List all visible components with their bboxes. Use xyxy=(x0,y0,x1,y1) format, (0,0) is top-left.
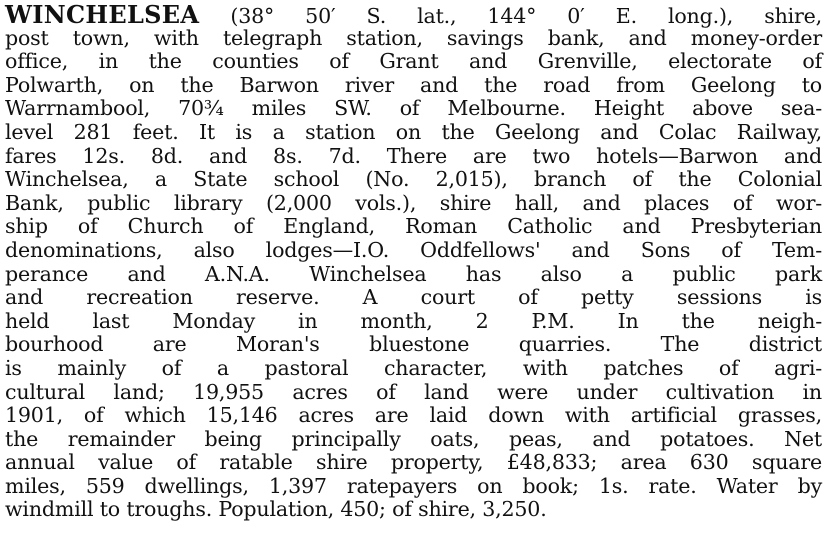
entry-line-14: held last Monday in month, 2 P.M. In the neigh- xyxy=(5,308,822,333)
entry-line-4: Polwarth, on the Barwon river and the road from Geelong to xyxy=(5,72,822,97)
entry-line-1 xyxy=(5,0,822,29)
entry-line-6: level 281 feet. It is a station on the Geelong and Colac Railway, xyxy=(5,119,822,144)
entry-line-7: fares 12s. 8d. and 8s. 7d. There are two hotels—Barwon and xyxy=(5,143,822,168)
entry-line-22: windmill to troughs. Population, 450; of shire, 3,250. xyxy=(5,497,547,522)
entry-line-9: Bank, public library (2,000 vols.), shire hall, and places of wor- xyxy=(5,190,822,215)
entry-line-3: office, in the counties of Grant and Grenville, electorate of xyxy=(5,49,822,74)
entry-line-11: denominations, also lodges—I.O. Oddfellows' and Sons of Tem- xyxy=(5,237,822,262)
entry-line-16: is mainly of a pastoral character, with patches of agri- xyxy=(5,355,822,380)
entry-line-text: (38° 50′ S. lat., 144° 0′ E. long.), shire, xyxy=(199,4,822,28)
entry-line-17: cultural land; 19,955 acres of land were under cultivation in xyxy=(5,379,822,404)
entry-headword: WINCHELSEA xyxy=(5,0,200,29)
entry-line-15: bourhood are Moran's bluestone quarries. The district xyxy=(5,332,822,357)
entry-line-21: miles, 559 dwellings, 1,397 ratepayers on book; 1s. rate. Water by xyxy=(5,473,822,498)
entry-line-2: post town, with telegraph station, savings bank, and money-order xyxy=(5,25,822,50)
entry-line-12: perance and A.N.A. Winchelsea has also a public park xyxy=(5,261,822,286)
entry-line-8: Winchelsea, a State school (No. 2,015), branch of the Colonial xyxy=(5,167,822,192)
entry-line-18: 1901, of which 15,146 acres are laid down with artificial grasses, xyxy=(5,403,822,428)
entry-line-5: Warrnambool, 70¾ miles SW. of Melbourne. Height above sea- xyxy=(5,96,822,121)
entry-line-13: and recreation reserve. A court of petty sessions is xyxy=(5,285,822,310)
entry-line-10: ship of Church of England, Roman Catholic and Presbyterian xyxy=(5,214,822,239)
entry-line-20: annual value of ratable shire property, £48,833; area 630 square xyxy=(5,450,822,475)
entry-line-19: the remainder being principally oats, peas, and potatoes. Net xyxy=(5,426,822,451)
